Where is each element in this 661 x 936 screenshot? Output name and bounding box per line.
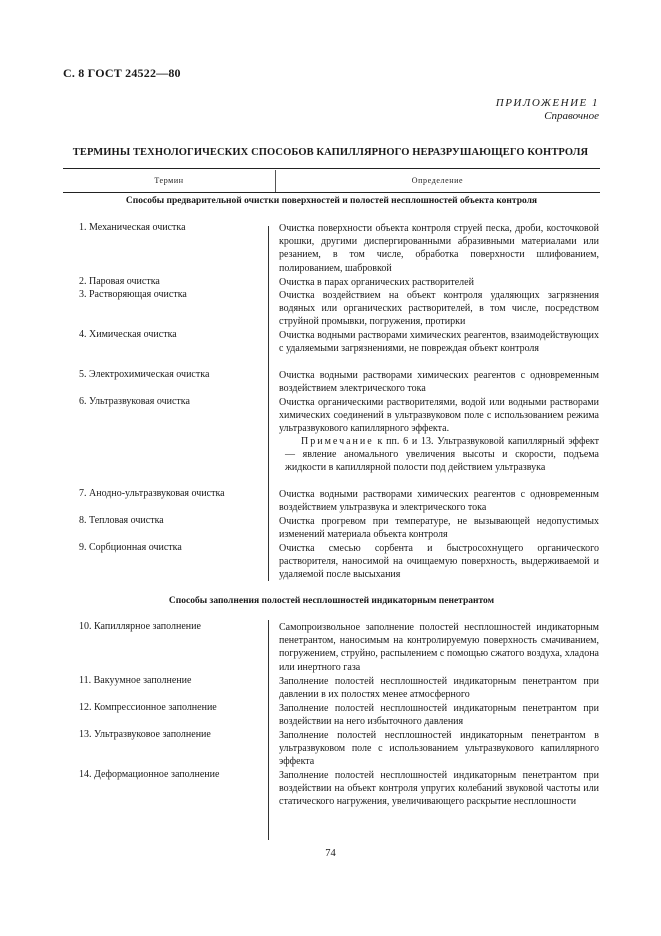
term-label: 1. Механическая очистка bbox=[79, 222, 186, 233]
term-definition: Очистка в парах органических растворителей bbox=[279, 277, 474, 288]
term-definition: Очистка водными растворами химических реагентов с одновременным воздействием ультразвука и электрического тока bbox=[279, 489, 599, 514]
column-divider bbox=[268, 226, 269, 581]
term-label: 10. Капиллярное заполнение bbox=[79, 621, 201, 632]
appendix-label bbox=[496, 97, 599, 123]
appendix-subtitle: Справочное bbox=[544, 110, 599, 122]
term-definition: Заполнение полостей несплошностей индикаторным пенетрантом при воздействии на объект контроля упругих колебаний звуковой частоты или статического нагружения, увеличивающего раскрытие несплошности bbox=[279, 770, 599, 808]
term-definition: Очистка прогревом при температуре, не вызывающей недопустимых изменений материала объекта контроля bbox=[279, 516, 599, 541]
column-header-definition: Определение bbox=[411, 176, 464, 185]
term-definition: Самопроизвольное заполнение полостей несплошностей индикаторным пенетрантом, наносимым на контролируемую поверхность смачиванием, погружением, струйно, распылением с помощью сжатого воздуха, хладона или инертного газа bbox=[279, 622, 599, 673]
term-label: 6. Ультразвуковая очистка bbox=[79, 396, 190, 407]
term-label: 5. Электрохимическая очистка bbox=[79, 369, 210, 380]
term-definition: Очистка смесью сорбента и быстросохнущего органического растворителя, наносимой на очищаемую поверхность, выдерживаемой и удаляемой после высыхания bbox=[279, 543, 599, 581]
column-header-term: Термин bbox=[154, 176, 184, 185]
term-label: 11. Вакуумное заполнение bbox=[79, 675, 192, 686]
term-label: 2. Паровая очистка bbox=[79, 276, 160, 287]
term-label: 9. Сорбционная очистка bbox=[79, 542, 182, 553]
term-label: 14. Деформационное заполнение bbox=[79, 769, 220, 780]
page-header: С. 8 ГОСТ 24522—80 bbox=[63, 66, 181, 80]
note-label: Примечание bbox=[301, 436, 374, 447]
document-title: ТЕРМИНЫ ТЕХНОЛОГИЧЕСКИХ СПОСОБОВ КАПИЛЛЯРНОГО НЕРАЗРУШАЮЩЕГО КОНТРОЛЯ bbox=[72, 147, 589, 158]
term-label: 12. Компрессионное заполнение bbox=[79, 702, 217, 713]
term-definition: Очистка органическими растворителями, водой или водными растворами химических соединений в ультразвуковом поле с использованием режима ультразвукового капиллярного эффекта. bbox=[279, 397, 599, 435]
page-number: 74 bbox=[325, 848, 336, 859]
term-label: 8. Тепловая очистка bbox=[79, 515, 164, 526]
term-label: 3. Растворяющая очистка bbox=[79, 289, 187, 300]
term-definition: Очистка воздействием на объект контроля удаляющих загрязнения водяных или органических растворителей, в том числе, посредством струйной промывки, погружения, протирки bbox=[279, 290, 599, 328]
table-top-rule bbox=[63, 168, 600, 169]
section-title: Способы предварительной очистки поверхностей и полостей несплошностей объекта контроля bbox=[125, 196, 538, 206]
note bbox=[285, 435, 599, 475]
term-label: 7. Анодно-ультразвуковая очистка bbox=[79, 488, 225, 499]
term-definition: Заполнение полостей несплошностей индикаторным пенетрантом при давлении в их полостях менее атмосферного bbox=[279, 676, 599, 701]
term-definition: Очистка водными растворами химических реагентов, взаимодействующих с удаляемыми загрязнениями, не повреждая объект контроля bbox=[279, 330, 599, 355]
term-label: 13. Ультразвуковое заполнение bbox=[79, 729, 211, 740]
table-header bbox=[63, 170, 600, 192]
note-text: к пп. 6 и 13. Ультразвуковой капиллярный эффект — явление аномального увеличения высоты и скорости, подъема жидкости в капиллярной полости под действием ультразвука bbox=[285, 436, 599, 474]
term-definition: Очистка поверхности объекта контроля струей песка, дроби, косточковой крошки, другими диспергированными абразивными материалами или резанием, в том числе, обработка поверхности шлифованием, полированием, шабровкой bbox=[279, 223, 599, 274]
term-definition: Заполнение полостей несплошностей индикаторным пенетрантом в ультразвуковом поле с использованием ультразвукового капиллярного эффекта bbox=[279, 730, 599, 768]
table-header-rule bbox=[63, 192, 600, 193]
column-divider bbox=[268, 620, 269, 840]
term-definition: Очистка водными растворами химических реагентов с одновременным воздействием электрического тока bbox=[279, 370, 599, 395]
term-label: 4. Химическая очистка bbox=[79, 329, 177, 340]
section-title: Способы заполнения полостей несплошностей индикаторным пенетрантом bbox=[168, 596, 495, 606]
term-definition: Заполнение полостей несплошностей индикаторным пенетрантом при воздействии на него избыточного давления bbox=[279, 703, 599, 728]
appendix-title: ПРИЛОЖЕНИЕ 1 bbox=[495, 97, 599, 109]
